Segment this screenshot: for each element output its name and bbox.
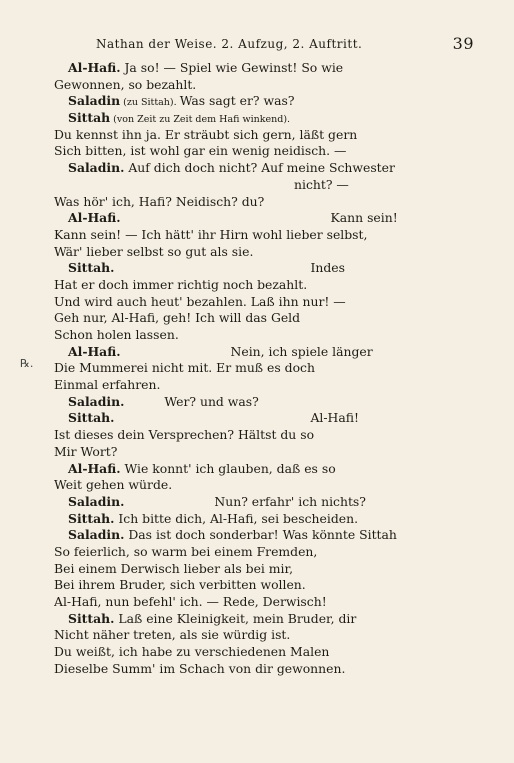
speech-text: Nun? erfahr' ich nichts? — [214, 493, 366, 509]
text-line: Sich bitten, ist wohl gar ein wenig neidisch. — — [54, 143, 347, 159]
text-line: Nicht näher treten, als sie würdig ist. — [54, 627, 291, 643]
speaker-name: Sittah. — [68, 260, 115, 276]
speech-text: Ich bitte dich, Al-Hafi, sei bescheiden. — [114, 510, 359, 526]
text-line: Mir Wort? — [54, 443, 118, 459]
text-line — [54, 344, 484, 361]
running-title: Nathan der Weise. 2. Aufzug, 2. Auftritt. — [96, 37, 363, 51]
text-line — [54, 160, 484, 177]
speaker-name: Al-Hafi. — [68, 60, 121, 75]
margin-mark: ℞. — [20, 357, 34, 370]
text-line: Kann sein! — Ich hätt' ihr Hirn wohl lieber selbst, — [54, 226, 368, 242]
text-line: Einmal erfahren. — [54, 377, 161, 393]
speaker-name: Saladin. — [68, 393, 125, 409]
page-number: 39 — [452, 34, 474, 53]
text-line: Du weißt, ich habe zu verschiedenen Malen — [54, 644, 330, 660]
speech-text: Wer? und was? — [164, 393, 259, 409]
text-line: Dieselbe Summ' im Schach von dir gewonnen. — [54, 660, 346, 676]
text-line: Al-Hafi, nun befehl' ich. — Rede, Derwisch! — [54, 594, 327, 609]
text-line: Schon holen lassen. — [54, 327, 179, 342]
text-line — [54, 210, 484, 227]
speech-text: Wie konnt' ich glauben, daß es so — [120, 460, 336, 476]
speaker-name: Sittah. — [68, 410, 115, 426]
text-line — [54, 511, 484, 528]
speaker-name: Sittah. — [68, 510, 115, 526]
text-line — [54, 93, 484, 110]
speech-text: Laß eine Kleinigkeit, mein Bruder, dir — [114, 610, 357, 626]
text-line: Hat er doch immer richtig noch bezahlt. — [54, 276, 308, 292]
text-line — [54, 260, 484, 277]
text-line: Geh nur, Al-Hafi, geh! Ich will das Geld — [54, 310, 301, 326]
text-line: Und wird auch heut' bezahlen. Laß ihn nur! — — [54, 293, 346, 309]
text-line: Was hör' ich, Hafi? Neidisch? du? — [54, 193, 265, 209]
running-header — [60, 34, 474, 54]
speaker-name: Saladin. — [68, 527, 125, 543]
text-line: So feierlich, so warm bei einem Fremden, — [54, 543, 318, 559]
text-line — [54, 494, 484, 511]
text-line: Du kennst ihn ja. Er sträubt sich gern, läßt gern — [54, 126, 358, 142]
text-line — [54, 461, 484, 478]
speaker-name: Saladin. — [68, 493, 125, 509]
text-line — [54, 60, 484, 77]
stage-direction: (von Zeit zu Zeit dem Hafi winkend). — [110, 114, 291, 126]
speech-text: Kann sein! — [330, 210, 398, 226]
text-line — [54, 527, 484, 544]
text-line: Bei ihrem Bruder, sich verbitten wollen. — [54, 577, 306, 593]
speaker-name: Saladin. — [68, 160, 125, 176]
speaker-name: Al-Hafi. — [68, 343, 121, 359]
text-line: Bei einem Derwisch lieber als bei mir, — [54, 560, 294, 576]
speaker-name: Saladin — [68, 93, 121, 109]
speech-text: Al-Hafi! — [310, 410, 359, 426]
speaker-name: Sittah. — [68, 610, 115, 626]
text-line: Die Mummerei nicht mit. Er muß es doch — [54, 360, 315, 376]
text-line — [54, 611, 484, 628]
text-line: Wär' lieber selbst so gut als sie. — [54, 243, 254, 259]
speaker-name: Sittah — [68, 110, 111, 126]
text-line: Gewonnen, so bezahlt. — [54, 76, 197, 92]
speech-text: Indes — [310, 260, 345, 276]
text-line: Weit gehen würde. — [54, 477, 173, 493]
speech-text: Nein, ich spiele länger — [230, 343, 373, 359]
dialogue-text — [54, 60, 484, 677]
text-line: nicht? — — [294, 176, 349, 192]
speaker-name: Al-Hafi. — [68, 460, 121, 476]
text-line — [54, 110, 484, 127]
speaker-name: Al-Hafi. — [68, 210, 121, 226]
speech-text: Was sagt er? was? — [179, 93, 295, 109]
speech-text: Ja so! — Spiel wie Gewinst! So wie — [120, 60, 344, 75]
stage-direction: (zu Sittah). — [120, 97, 180, 109]
text-line: Ist dieses dein Versprechen? Hältst du so — [54, 427, 315, 443]
text-line — [54, 410, 484, 427]
speech-text: Auf dich doch nicht? Auf meine Schwester — [124, 160, 395, 176]
speech-text: Das ist doch sonderbar! Was könnte Sittah — [124, 527, 397, 543]
text-line — [54, 394, 484, 411]
